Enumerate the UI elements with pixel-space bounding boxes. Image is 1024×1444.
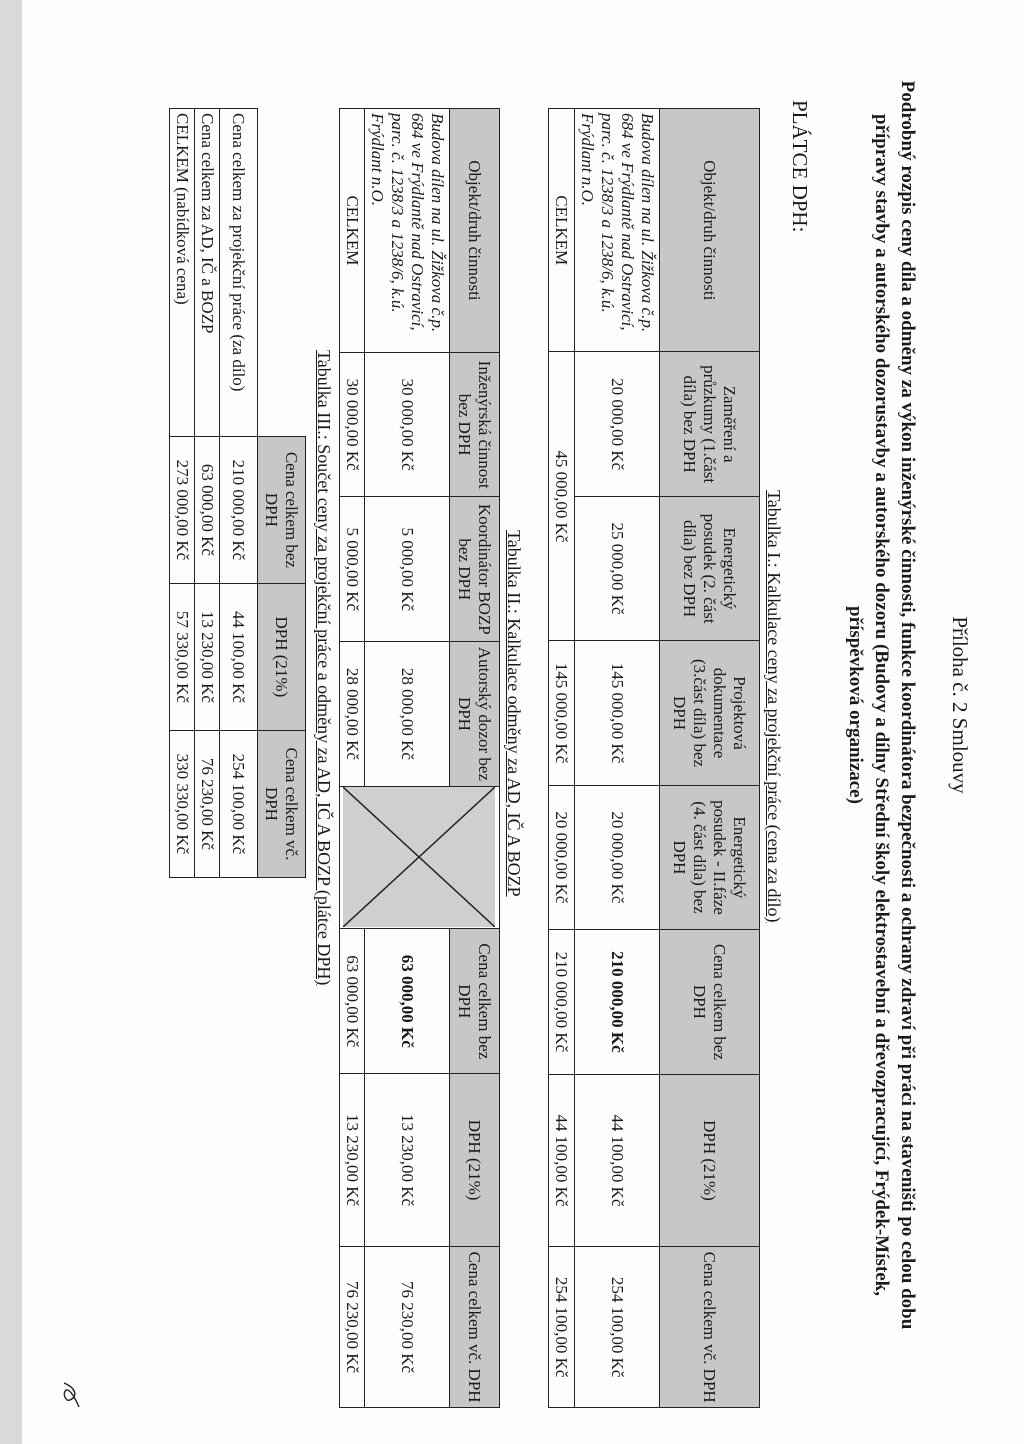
t2-crossed-cell: [340, 786, 500, 929]
table3: [169, 108, 306, 878]
t3-header-no-vat: Cena celkem bez DPH: [258, 436, 306, 583]
table1: [548, 108, 760, 1408]
t3-row-label: Cena celkem za AD, IČ a BOZP: [195, 109, 220, 437]
t2-value: 76 230,00 Kč: [365, 1247, 450, 1408]
t3-value: 44 100,00 Kč: [220, 583, 258, 730]
intro-line-3: příspěvková organizace): [845, 606, 866, 804]
t2-total-value: 30 000,00 Kč: [340, 352, 365, 497]
t2-value: 13 230,00 Kč: [365, 1074, 450, 1247]
t1-value: 145 000,00 Kč: [575, 641, 660, 785]
t2-header-engineering: Inženýrská činnost bez DPH: [450, 352, 500, 497]
t3-row-label: CELKEM (nabídková cena): [170, 109, 195, 437]
t1-header-total-vat: Cena celkem vč. DPH: [660, 1247, 760, 1408]
rotated-sheet: [72, 0, 1012, 1410]
page-title: Příloha č. 2 Smlouvy: [948, 616, 972, 794]
intro-line-1: Podrobný rozpis ceny díla a odměny za výkon inženýrské činnosti, funkce koordinátora bezpečnosti a ochrany zdraví při práci na staveništi po celou dobu: [897, 80, 918, 1330]
signature-mark: [50, 1380, 82, 1410]
cross-out-mark: [344, 787, 496, 927]
t1-value: 25 000,00 Kč: [575, 496, 660, 640]
t2-total-label: CELKEM: [340, 109, 365, 353]
t1-total-value: 145 000,00 Kč: [549, 641, 575, 785]
t3-value: 76 230,00 Kč: [195, 730, 220, 877]
table2: [339, 108, 500, 1408]
t1-header-energy2: Energetický posudek - II.fáze (4. část díla) bez DPH: [660, 785, 760, 929]
t2-header-coordinator: Koordinátor BOZP bez DPH: [450, 497, 500, 642]
t3-empty-corner: [258, 109, 306, 437]
t2-total-value: 76 230,00 Kč: [340, 1247, 365, 1408]
table-row: [195, 109, 220, 878]
t2-total-value: 5 000,00 Kč: [340, 497, 365, 642]
t1-header-project: Projektová dokumentace (3.část díla) bez DPH: [660, 641, 760, 785]
t1-object: Budova dílen na ul. Žižkova č.p. 684 ve Frýdlantě nad Ostravicí, parc. č. 1238/3 a 1238/6, k.ú. Frýdlant n.O.: [575, 109, 660, 352]
t1-value: 44 100,00 Kč: [575, 1074, 660, 1247]
t3-row-label: Cena celkem za projekční práce (za dílo): [220, 109, 258, 437]
t3-value: 330 330,00 Kč: [170, 730, 195, 877]
t3-value: 210 000,00 Kč: [220, 436, 258, 583]
t1-total-value: 210 000,00 Kč: [549, 930, 575, 1074]
t3-value: 273 000,00 Kč: [170, 436, 195, 583]
scan-edge: [0, 0, 22, 1444]
t2-header-author: Autorský dozor bez DPH: [450, 642, 500, 787]
table-row: [575, 109, 660, 1408]
t3-header-vat: DPH (21%): [258, 583, 306, 730]
t2-header-vat: DPH (21%): [450, 1074, 500, 1247]
t1-total-value: 44 100,00 Kč: [549, 1074, 575, 1247]
table-row-total: [549, 109, 575, 1408]
t1-value: 20 000,00 Kč: [575, 785, 660, 929]
t1-value: 20 000,00 Kč: [575, 352, 660, 496]
t2-value: 30 000,00 Kč: [365, 352, 450, 497]
intro-text: [842, 40, 920, 1370]
t2-total-value: 13 230,00 Kč: [340, 1074, 365, 1247]
t3-value: 13 230,00 Kč: [195, 583, 220, 730]
t1-total-merged: 45 000,00 Kč: [549, 352, 575, 641]
table-row-total: [340, 109, 365, 1408]
intro-line-2: přípravy stavby a autorského dozorustavby a autorského dozoru (Budovy a dílny Střední školy elektrostavební a dřevozpracující, Frýdek-Místek,: [871, 114, 892, 1296]
t1-total-label: CELKEM: [549, 109, 575, 352]
t1-header-object: Objekt/druh činnosti: [660, 109, 760, 352]
t3-value: 254 100,00 Kč: [220, 730, 258, 877]
t1-header-survey: Zaměření a průzkumy (1.část díla) bez DPH: [660, 352, 760, 496]
t2-header-total-vat: Cena celkem vč. DPH: [450, 1247, 500, 1408]
t1-value: 210 000,00 Kč: [575, 930, 660, 1074]
t2-total-value: 63 000,00 Kč: [340, 929, 365, 1074]
table1-caption: Tabulka I.: Kalkulace ceny za projekční práce (cena za dílo): [764, 490, 784, 923]
table-row: [170, 109, 195, 878]
t2-total-value: 28 000,00 Kč: [340, 642, 365, 787]
table-row: [220, 109, 258, 878]
t2-value: 63 000,00 Kč: [365, 929, 450, 1074]
t2-header-total-no-vat: Cena celkem bez DPH: [450, 929, 500, 1074]
table3-caption: Tabulka III.: Součet ceny za projekční práce a odměny za AD, IČ A BOZP (plátce DPH): [314, 350, 334, 986]
t1-total-value: 254 100,00 Kč: [549, 1247, 575, 1408]
t2-header-object: Objekt/druh činnosti: [450, 109, 500, 353]
t2-object: Budova dílen na ul. Žižkova č.p. 684 ve Frýdlantě nad Ostravicí, parc. č. 1238/3 a 1238/6, k.ú. Frýdlant n.O.: [365, 109, 450, 353]
t1-total-value: 20 000,00 Kč: [549, 785, 575, 929]
t2-value: 28 000,00 Kč: [365, 642, 450, 787]
t2-value: 5 000,00 Kč: [365, 497, 450, 642]
t3-value: 63 000,00 Kč: [195, 436, 220, 583]
t1-value: 254 100,00 Kč: [575, 1247, 660, 1408]
payer-label: PLÁTCE DPH:: [788, 100, 812, 233]
table-row: [365, 109, 450, 1408]
t3-value: 57 330,00 Kč: [170, 583, 195, 730]
table2-caption: Tabulka II.: Kalkulace odměny za AD, IČ A BOZP: [504, 530, 524, 897]
t1-header-total-no-vat: Cena celkem bez DPH: [660, 930, 760, 1074]
t1-header-vat: DPH (21%): [660, 1074, 760, 1247]
t1-header-energy: Energetický posudek (2. část díla) bez DPH: [660, 496, 760, 640]
t3-header-vat-total: Cena celkem vč. DPH: [258, 730, 306, 877]
signature-icon: [58, 1380, 82, 1410]
